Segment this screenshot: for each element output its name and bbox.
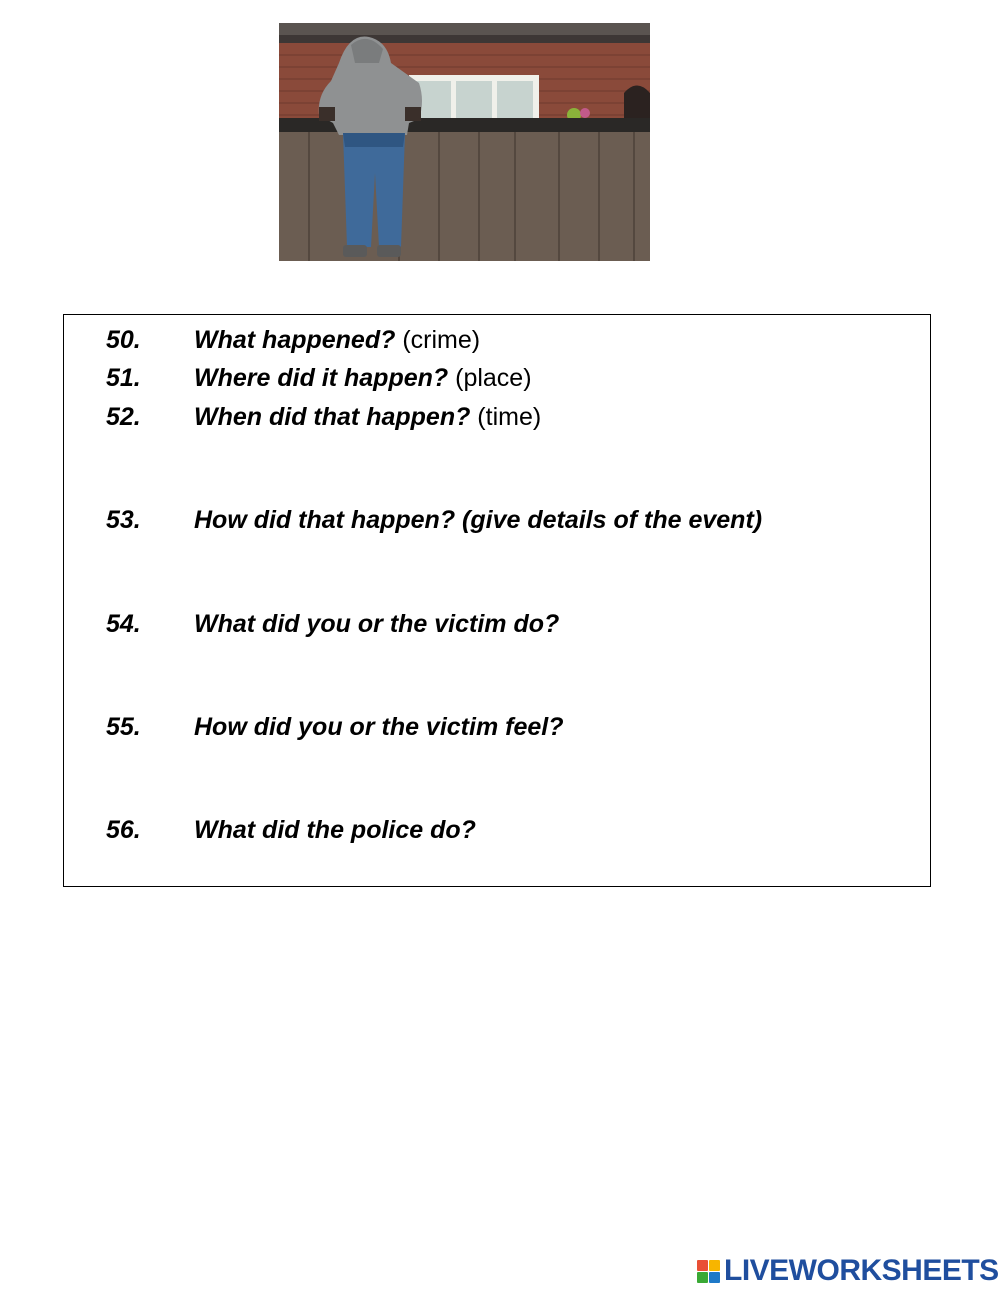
question-number: 53. (106, 506, 141, 534)
question-text: What did the police do? (194, 816, 476, 844)
question-hint: (time) (470, 403, 542, 431)
question-text: How did you or the victim feel? (194, 713, 564, 741)
question-number: 54. (106, 610, 141, 638)
question-hint: (crime) (395, 326, 481, 354)
question-text: Where did it happen? (194, 364, 449, 392)
question-number: 56. (106, 816, 141, 844)
liveworksheets-logo[interactable] (697, 1255, 999, 1287)
question-number: 55. (106, 713, 141, 741)
question-hint: (place) (448, 364, 532, 392)
logo-tiles-icon (697, 1260, 720, 1283)
question-number: 50. (106, 326, 141, 354)
tile-yellow (709, 1260, 720, 1271)
brand-name: LIVEWORKSHEETS (724, 1254, 999, 1287)
tile-green (697, 1272, 708, 1283)
question-text: When did that happen? (194, 403, 471, 431)
tile-red (697, 1260, 708, 1271)
question-number: 51. (106, 364, 141, 392)
burglar-photo (279, 23, 650, 261)
question-text: What happened? (194, 326, 396, 354)
question-text: How did that happen? (give details of the event) (194, 506, 763, 534)
tile-blue (709, 1272, 720, 1283)
question-text: What did you or the victim do? (194, 610, 560, 638)
questions-box (63, 314, 931, 887)
question-number: 52. (106, 403, 141, 431)
